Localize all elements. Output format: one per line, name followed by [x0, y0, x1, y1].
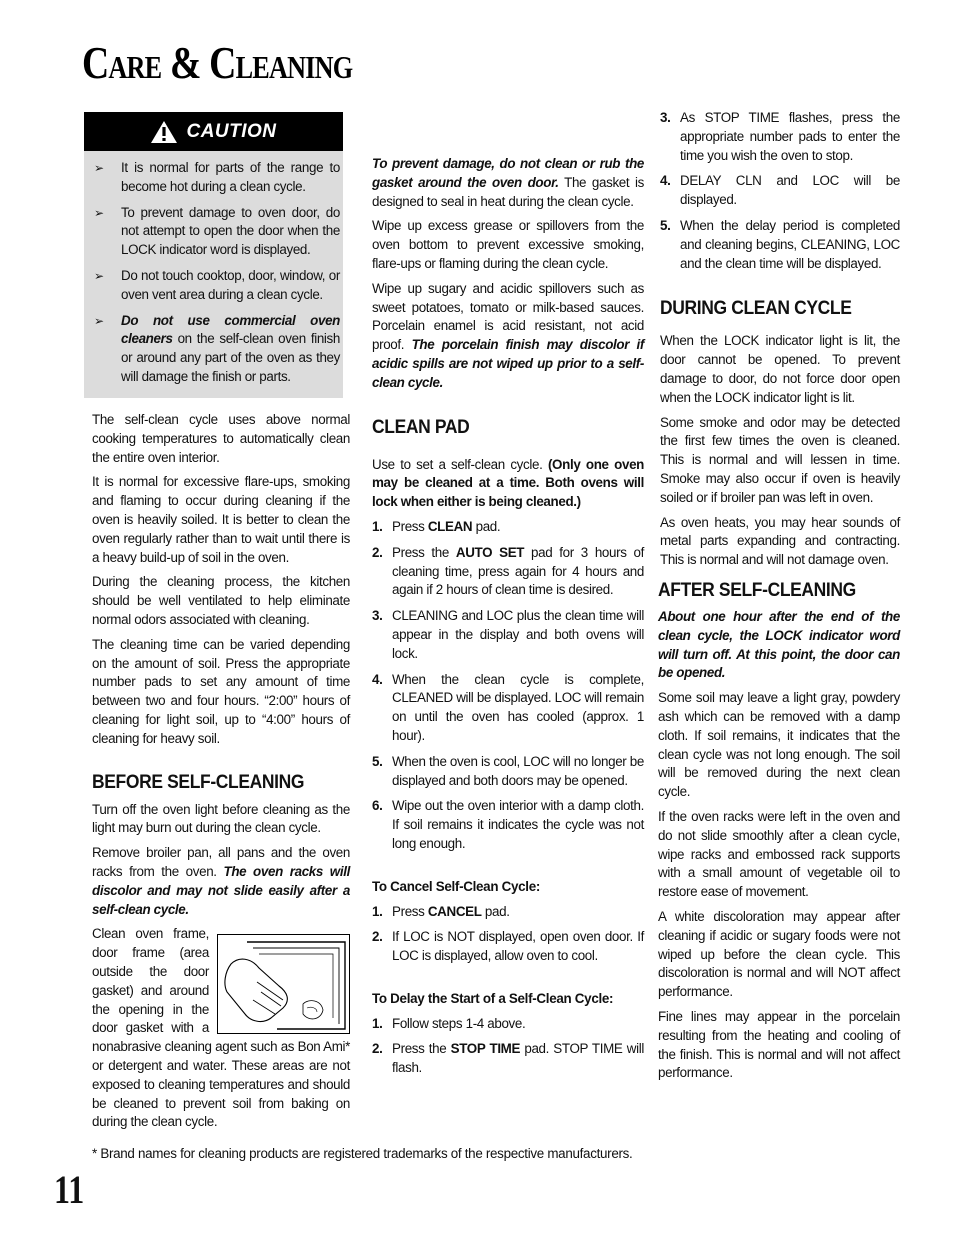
after-heading: AFTER SELF-CLEANING [658, 580, 856, 601]
during-paragraph: Some smoke and odor may be detected the first few times the oven is cleaned. This is normal and will lessen in time. Smoke may also occur if oven is heavily soiled or if broiler pan was left in oven. [660, 414, 900, 505]
after-paragraph: A white discoloration may appear after cleaning if acidic or sugary foods were not wiped up before the clean cycle. This discoloration is normal and will NOT affect performance. [658, 908, 900, 1000]
arrowhead-bullet-icon: ➢ [94, 205, 104, 220]
step-item [660, 172, 900, 210]
step-number: 6. [372, 798, 383, 814]
step-text: Follow steps 1-4 above. [392, 1015, 526, 1031]
before-paragraph-with-figure [92, 925, 350, 1132]
arrowhead-bullet-icon: ➢ [94, 161, 104, 175]
before-paragraph: To prevent damage, do not clean or rub the gasket around the oven door. The gasket is designed to seal in heat during the clean cycle. [372, 156, 644, 209]
during-paragraph: When the LOCK indicator light is lit, the door cannot be opened. To prevent damage to door, do not force door open when the LOCK indicator light is lit. [660, 333, 900, 405]
step-number: 3. [660, 110, 671, 125]
step-item [372, 671, 644, 746]
step-text: Press CANCEL pad. [392, 903, 510, 919]
page-number: 11 [54, 1167, 85, 1212]
after-lead: About one hour after the end of the clean cycle, the LOCK indicator word will turn off. At this point, the door can be opened. [658, 609, 900, 681]
during-heading: DURING CLEAN CYCLE [660, 298, 852, 320]
step-number: 1. [372, 1015, 383, 1031]
step-text: If LOC is NOT displayed, open oven door. If LOC is displayed, allow oven to cool. [392, 929, 644, 964]
caution-item: ➢ To prevent damage to oven door, do not attempt to open the door when the LOCK indicator word is displayed. [94, 204, 340, 260]
before-paragraph: Remove broiler pan, all pans and the oven racks from the oven. The oven racks will discolor and may not slide easily after a self-clean cycle. [92, 845, 350, 917]
clean-pad-heading: CLEAN PAD [372, 416, 470, 438]
step-text: As STOP TIME flashes, press the appropriate number pads to enter the time you wish the oven to stop. [680, 110, 900, 163]
step-text: Press CLEAN pad. [392, 518, 501, 534]
before-paragraph: Wipe up excess grease or spillovers from the oven bottom to prevent excessive smoking, flare-ups or flaming during the clean cycle. [372, 218, 644, 271]
page-title: Care & Cleaning [82, 37, 353, 88]
step-text: Press the AUTO SET pad for 3 hours of cleaning time, press again for 4 hours and again if 2 hours of clean time is desired. [392, 544, 644, 598]
step-item [372, 518, 644, 537]
delay-steps-part1 [372, 1015, 644, 1078]
step-item [372, 797, 644, 853]
during-paragraph: As oven heats, you may hear sounds of metal parts expanding and contracting. This is normal and will not damage oven. [660, 514, 900, 568]
step-text: Wipe out the oven interior with a damp cloth. If soil remains it indicates the cycle was not long enough. [392, 798, 644, 851]
column-middle [372, 109, 644, 1085]
step-text: When the oven is cool, LOC will no longer be displayed and both doors may be opened. [392, 753, 644, 788]
clean-pad-intro: Use to set a self-clean cycle. (Only one oven may be cleaned at a time. Both ovens will lock when either is being cleaned.) [372, 456, 644, 510]
before-heading: BEFORE SELF-CLEANING [92, 771, 305, 793]
delay-steps-part2 [660, 109, 900, 273]
step-item [660, 217, 900, 273]
step-item [372, 607, 644, 663]
step-number: 3. [372, 608, 383, 624]
step-text: DELAY CLN and LOC will be displayed. [680, 173, 900, 208]
oven-cleaning-illustration [217, 934, 350, 1034]
caution-item: ➢ Do not use commercial oven cleaners on the self-clean oven finish or around any part of the oven as they will damage the finish or parts. [94, 312, 340, 387]
delay-heading: To Delay the Start of a Self-Clean Cycle: [372, 990, 614, 1006]
step-number: 4. [660, 173, 671, 189]
footnote: * Brand names for cleaning products are registered trademarks of the respective manufacturers. [92, 1146, 633, 1161]
intro-paragraph: The self-clean cycle uses above normal cooking temperatures to automatically clean the entire oven interior. [92, 412, 350, 465]
arrowhead-bullet-icon: ➢ [94, 268, 104, 283]
step-number: 5. [660, 217, 671, 233]
column-right [660, 109, 900, 576]
after-paragraph: Some soil may leave a light gray, powdery ash which can be removed with a damp cloth. If soil remains, it indicates that the clean cycle was not long enough. The soil will be removed during the next clean cycle. [658, 690, 900, 800]
step-text: Press the STOP TIME pad. STOP TIME will flash. [392, 1041, 644, 1076]
step-item [660, 109, 900, 165]
step-number: 5. [372, 753, 383, 769]
caution-list [84, 151, 343, 387]
arrowhead-bullet-icon: ➢ [94, 313, 104, 328]
step-text: CLEANING and LOC plus the clean time will appear in the display and both ovens will lock. [392, 608, 644, 661]
step-text: When the clean cycle is complete, CLEANED will be displayed. LOC will remain on until the oven has cooled (approx. 1 hour). [392, 671, 644, 743]
cancel-heading: To Cancel Self-Clean Cycle: [372, 878, 541, 894]
after-paragraph: Fine lines may appear in the porcelain resulting from the heating and cooling of the finish. This is normal and will not affect performance. [658, 1008, 900, 1081]
after-paragraph: If the oven racks were left in the oven and do not slide smoothly after a clean cycle, wipe racks and embossed rack supports with a small amount of vegetable oil to restore ease of movement. [658, 808, 900, 900]
caution-header [84, 112, 343, 151]
caution-label: CAUTION [186, 120, 277, 142]
step-number: 1. [372, 518, 383, 534]
column-left [92, 411, 350, 1138]
step-item [372, 903, 644, 922]
before-paragraph: Turn off the oven light before cleaning as the light may burn out during the clean cycle. [92, 801, 350, 836]
before-paragraph: Wipe up sugary and acidic spillovers such as sweet potatoes, tomato or milk-based sauces. Porcelain enamel is acid resistant, not acid proof. The porcelain finish may discolor if acidic spills are not wiped up prior to a self-clean cycle. [372, 280, 644, 390]
step-number: 1. [372, 903, 383, 919]
warning-triangle-icon [150, 120, 178, 144]
step-number: 4. [372, 671, 383, 687]
intro-paragraph: The cleaning time can be varied depending on the amount of soil. Press the appropriate number pads to set any amount of time between two and four hours. “2:00” hours of cleaning for light soil, up to “4:00” hours of cleaning for heavy soil. [92, 636, 350, 746]
intro-paragraph: During the cleaning process, the kitchen should be well ventilated to help eliminate normal odors associated with cleaning. [92, 574, 350, 627]
step-item [372, 544, 644, 600]
step-number: 2. [372, 1041, 383, 1057]
step-item [372, 753, 644, 791]
clean-pad-steps [372, 518, 644, 854]
column-right-lower [658, 580, 900, 1089]
intro-paragraph: It is normal for excessive flare-ups, smoking and flaming to occur during cleaning if the oven is heavily soiled. It is better to clean the oven regularly rather than to wait until there is a heavy build-up of soil in the oven. [92, 474, 350, 565]
step-item [372, 1040, 644, 1078]
step-text: When the delay period is completed and cleaning begins, CLEANING, LOC and the clean time will be displayed. [680, 217, 900, 271]
caution-item: ➢ Do not touch cooktop, door, window, or oven vent area during a clean cycle. [94, 267, 340, 305]
before-paragraph: Clean oven frame, door frame (area outside the door gasket) and around the opening in the door gasket with a nonabrasive cleaning agent such as Bon Ami* or detergent and water. These areas are not exposed to cleaning temperatures and should be cleaned to prevent soil from baking on during the clean cycle. [92, 926, 350, 1130]
cancel-steps [372, 903, 644, 966]
caution-item: ➢ It is normal for parts of the range to become hot during a clean cycle. [94, 159, 340, 197]
step-number: 2. [372, 929, 383, 945]
step-number: 2. [372, 544, 383, 560]
caution-box [84, 112, 343, 398]
step-item [372, 928, 644, 966]
step-item [372, 1015, 644, 1034]
